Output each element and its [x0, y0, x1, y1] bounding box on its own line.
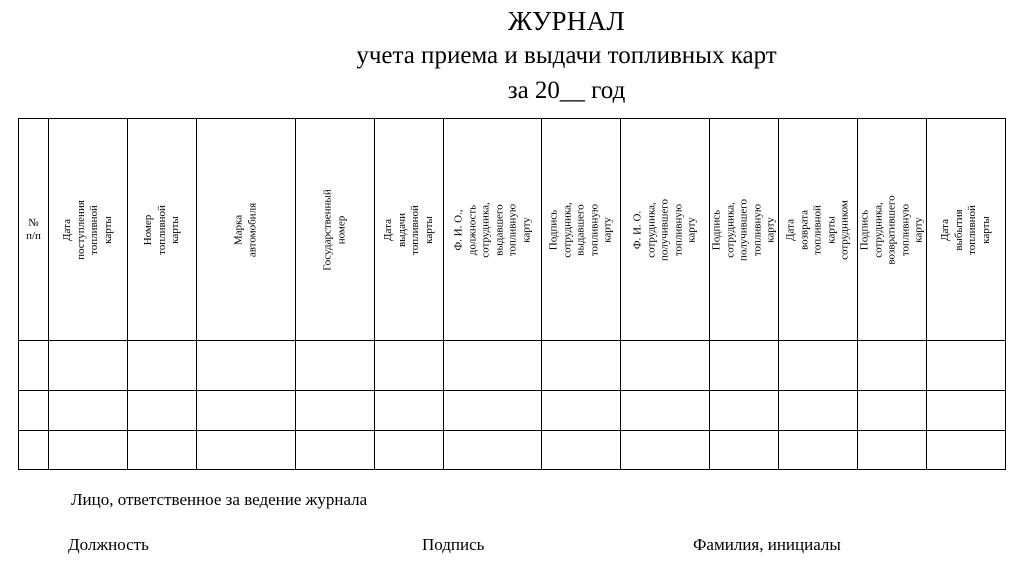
table-cell[interactable] — [621, 341, 710, 391]
table-cell[interactable] — [779, 431, 858, 470]
header-label-receipt-date: Дата поступления топливной карты — [61, 199, 114, 260]
full-name-label: Фамилия, инициалы — [693, 535, 841, 554]
header-cell-car-brand — [197, 119, 296, 341]
header-cell-issuer-name — [444, 119, 542, 341]
responsible-person-label: Лицо, ответственное за ведение журнала — [71, 490, 368, 509]
header-cell-returner-signature — [858, 119, 927, 341]
table-cell[interactable] — [621, 391, 710, 431]
table-cell[interactable] — [128, 341, 197, 391]
table-cell[interactable] — [375, 341, 444, 391]
table-cell[interactable] — [927, 391, 1006, 431]
table-cell[interactable] — [49, 431, 128, 470]
header-label-issuer-name: Ф. И. О., должность сотрудника, выдавшего топливную карту — [452, 201, 532, 258]
table-cell[interactable] — [444, 391, 542, 431]
table-cell[interactable] — [858, 341, 927, 391]
title-subheading: учета приема и выдачи топливных карт — [356, 42, 777, 69]
header-label-returner-signature: Подпись сотрудника, возвратившего топливную карту — [858, 194, 925, 265]
journal-table — [18, 118, 1006, 470]
table-cell[interactable] — [710, 431, 779, 470]
table-header-row — [19, 119, 1006, 341]
header-label-issuer-signature: Подпись сотрудника, выдавшего топливную карту — [547, 201, 614, 258]
table-cell[interactable] — [296, 341, 375, 391]
table-cell[interactable] — [779, 391, 858, 431]
table-cell[interactable] — [49, 391, 128, 431]
header-label-recipient-signature: Подпись сотрудника, получившего топливную карту — [710, 198, 777, 261]
title-heading: ЖУРНАЛ — [507, 6, 626, 36]
table-cell[interactable] — [197, 341, 296, 391]
header-cell-return-date — [779, 119, 858, 341]
header-label-card-number: Номер топливной карты — [141, 204, 181, 255]
table-row — [19, 391, 1006, 431]
header-cell-recipient-signature — [710, 119, 779, 341]
table-cell[interactable] — [444, 431, 542, 470]
header-cell-issuer-signature — [542, 119, 621, 341]
table-cell[interactable] — [49, 341, 128, 391]
table-cell[interactable] — [858, 391, 927, 431]
header-label-number: № п/п — [26, 216, 41, 242]
header-cell-recipient-name — [621, 119, 710, 341]
header-label-return-date: Дата возврата топливной карты сотрудником — [784, 199, 851, 260]
table-cell[interactable] — [19, 341, 49, 391]
table-cell[interactable] — [19, 431, 49, 470]
journal-title — [0, 4, 1024, 108]
table-cell[interactable] — [542, 391, 621, 431]
header-label-issue-date: Дата выдачи топливной карты — [382, 204, 435, 255]
header-cell-plate-number — [296, 119, 375, 341]
header-label-recipient-name: Ф. И. О. сотрудника, получившего топливную карту — [631, 198, 698, 261]
table-cell[interactable] — [444, 341, 542, 391]
table-cell[interactable] — [779, 341, 858, 391]
table-cell[interactable] — [19, 391, 49, 431]
header-cell-number — [19, 119, 49, 341]
table-cell[interactable] — [927, 431, 1006, 470]
table-cell[interactable] — [375, 431, 444, 470]
table-cell[interactable] — [710, 341, 779, 391]
table-cell[interactable] — [296, 391, 375, 431]
signature-label: Подпись — [422, 535, 485, 554]
header-cell-receipt-date — [49, 119, 128, 341]
table-cell[interactable] — [710, 391, 779, 431]
table-cell[interactable] — [621, 431, 710, 470]
header-cell-card-number — [128, 119, 197, 341]
header-label-disposal-date: Дата выбытия топливной карты — [939, 204, 992, 255]
table-cell[interactable] — [128, 391, 197, 431]
table-cell[interactable] — [858, 431, 927, 470]
table-cell[interactable] — [375, 391, 444, 431]
position-label: Должность — [68, 535, 149, 554]
table-cell[interactable] — [927, 341, 1006, 391]
header-cell-disposal-date — [927, 119, 1006, 341]
table-cell[interactable] — [197, 431, 296, 470]
table-cell[interactable] — [542, 431, 621, 470]
header-label-plate-number: Государственный номер — [321, 188, 347, 271]
table-cell[interactable] — [542, 341, 621, 391]
table-cell[interactable] — [296, 431, 375, 470]
title-year: за 20__ год — [507, 77, 626, 104]
table-cell[interactable] — [197, 391, 296, 431]
table-row — [19, 341, 1006, 391]
header-cell-issue-date — [375, 119, 444, 341]
table-row — [19, 431, 1006, 470]
table-cell[interactable] — [128, 431, 197, 470]
header-label-car-brand: Марка автомобиля — [232, 202, 258, 257]
